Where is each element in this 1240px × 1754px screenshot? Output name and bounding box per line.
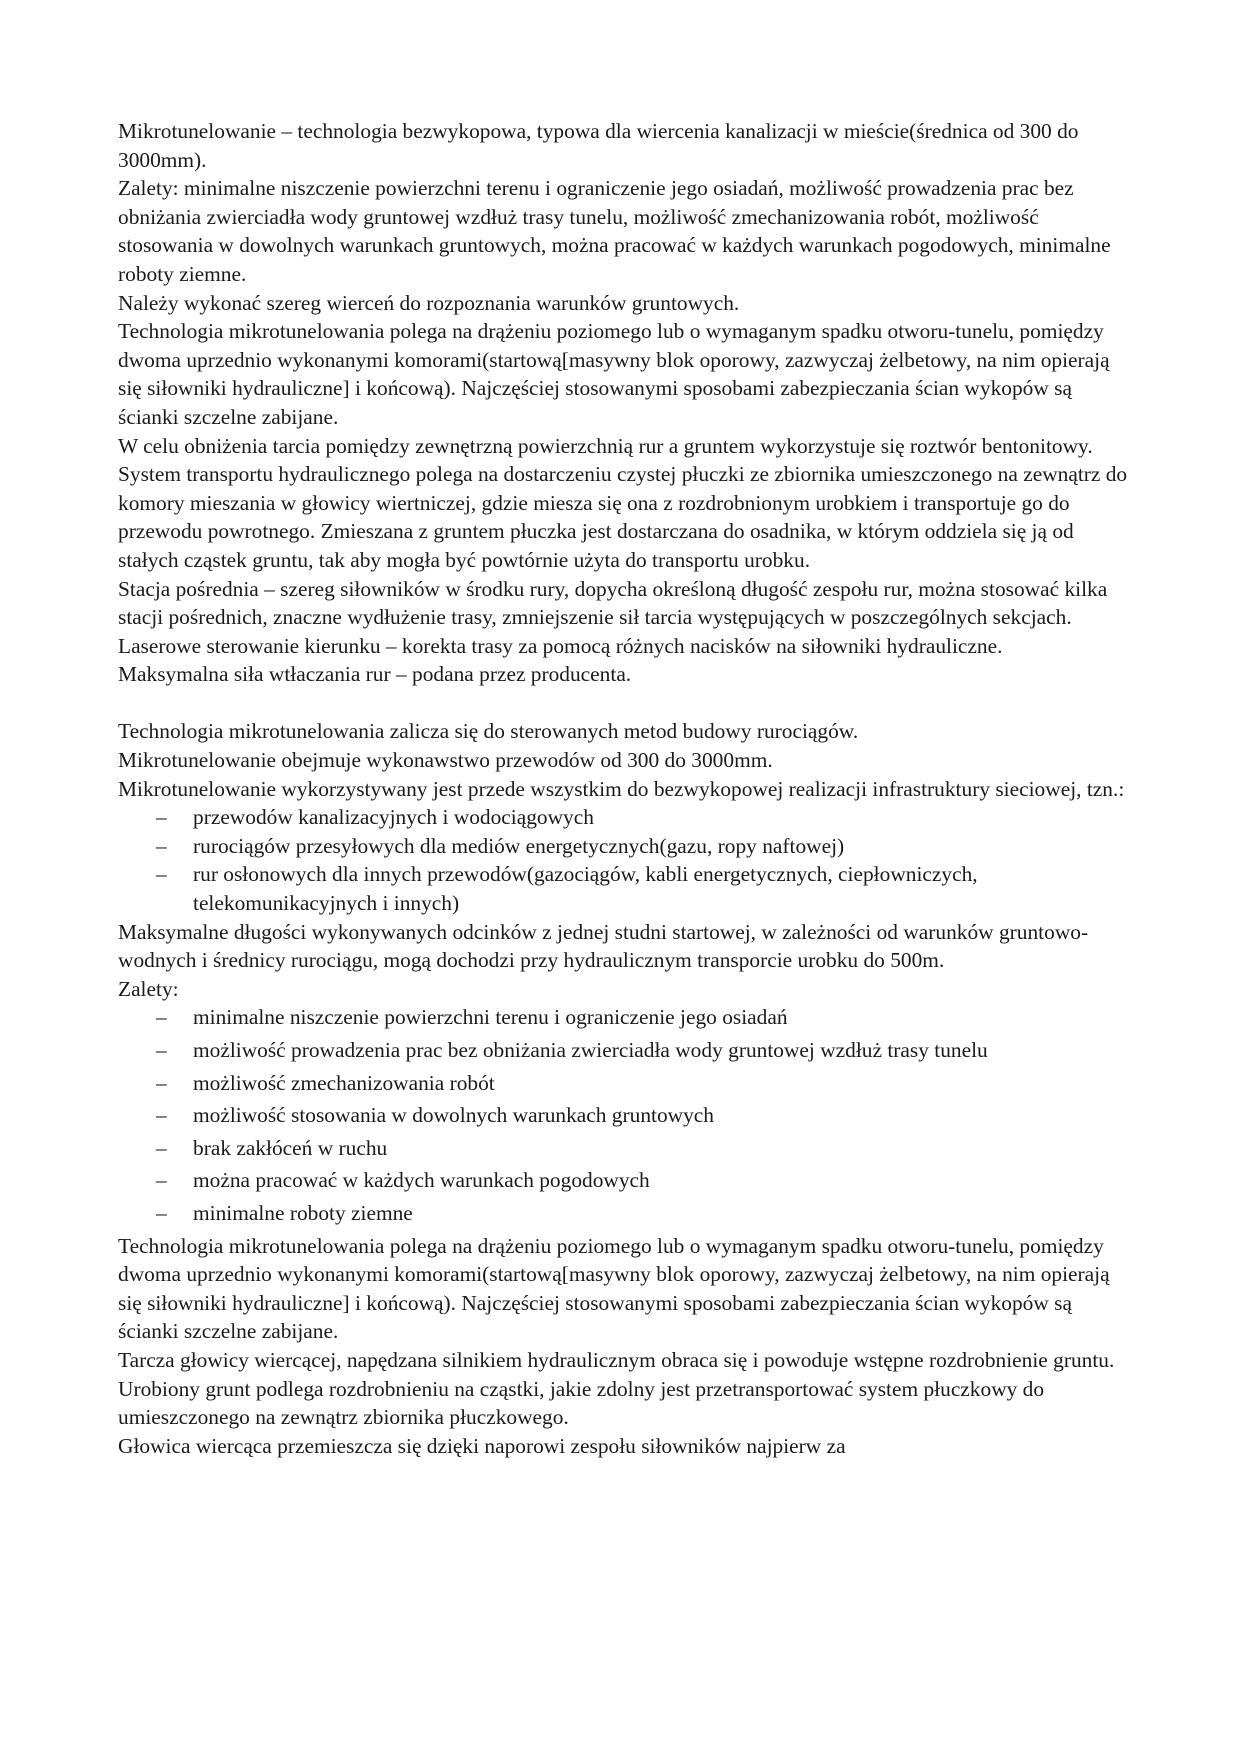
list-item <box>118 1003 1128 1032</box>
infrastructure-list <box>118 803 1128 917</box>
advantages-list <box>118 1003 1128 1227</box>
list-item <box>118 860 1128 917</box>
paragraph-laser-steering: Laserowe sterowanie kierunku – korekta trasy za pomocą różnych nacisków na siłowniki hydrauliczne. <box>118 633 1003 658</box>
list-item-text: rur osłonowych dla innych przewodów(gazociągów, kabli energetycznych, ciepłowniczych, telekomunikacyjnych i innych) <box>193 862 978 916</box>
list-item-text: brak zakłóceń w ruchu <box>193 1135 388 1160</box>
list-item-text: rurociągów przesyłowych dla mediów energetycznych(gazu, ropy naftowej) <box>193 833 845 858</box>
paragraph-technology-description: Technologia mikrotunelowania polega na drążeniu poziomego lub o wymaganym spadku otworu-tunelu, pomiędzy dwoma uprzednio wykonanymi komorami(startową[masywny blok oporowy, zazwyczaj żelbetowy, na nim opierają się siłowniki hydrauliczne] i końcową). Najczęściej stosowanymi sposobami zabezpieczania ścian wykopów są ścianki szczelne zabijane. <box>118 319 1110 429</box>
advantages-heading: Zalety: <box>118 976 179 1001</box>
list-item <box>118 803 1128 832</box>
list-item <box>118 1036 1128 1065</box>
paragraph-infrastructure-intro: Mikrotunelowanie wykorzystywany jest przede wszystkim do bezwykopowej realizacji infrastruktury sieciowej, tzn.: <box>118 776 1125 801</box>
list-item <box>118 832 1128 861</box>
list-dash: – <box>156 1200 167 1225</box>
paragraph-bentonite-transport: W celu obniżenia tarcia pomiędzy zewnętrzną powierzchnią rur a gruntem wykorzystuje się roztwór bentonitowy. System transportu hydraulicznego polega na dostarczeniu czystej płuczki ze zbiornika umieszczonego na zewnątrz do komory mieszania w głowicy wiertniczej, gdzie miesza się ona z rozdrobnionym urobkiem i transportuje go do przewodu powrotnego. Zmieszana z gruntem płuczka jest dostarczana do osadnika, w którym oddziela się ją od stałych cząstek gruntu, tak aby mogła być powtórnie użyta do transportu urobku. <box>118 433 1128 572</box>
paragraph-max-lengths: Maksymalne długości wykonywanych odcinków z jednej studni startowej, w zależności od warunków gruntowo-wodnych i średnicy rurociągu, mogą dochodzi przy hydraulicznym transporcie urobku do 500m. <box>118 919 1089 973</box>
paragraph-technology-description-repeat: Technologia mikrotunelowania polega na drążeniu poziomego lub o wymaganym spadku otworu-tunelu, pomiędzy dwoma uprzednio wykonanymi komorami(startową[masywny blok oporowy, zazwyczaj żelbetowy, na nim opierają się siłowniki hydrauliczne] i końcową). Najczęściej stosowanymi sposobami zabezpieczania ścian wykopów są ścianki szczelne zabijane. <box>118 1233 1110 1344</box>
list-item-text: przewodów kanalizacyjnych i wodociągowych <box>193 805 594 830</box>
list-item-text: możliwość prowadzenia prac bez obniżania zwierciadła wody gruntowej wzdłuż trasy tunelu <box>193 1038 988 1062</box>
list-item-text: minimalne niszczenie powierzchni terenu i ograniczenie jego osiadań <box>193 1005 788 1030</box>
list-dash: – <box>156 1135 167 1160</box>
list-dash: – <box>156 1005 167 1030</box>
paragraph-cutting-head: Tarcza głowicy wiercącej, napędzana silnikiem hydraulicznym obraca się i powoduje wstępne rozdrobnienie gruntu. Urobiony grunt podlega rozdrobnieniu na cząstki, jakie zdolny jest przetransportować system płuczkowy do umieszczonego na zewnątrz zbiornika płuczkowego. <box>118 1347 1115 1430</box>
list-item <box>118 1069 1128 1098</box>
list-item-text: możliwość zmechanizowania robót <box>193 1070 495 1095</box>
paragraph-max-force: Maksymalna siła wtłaczania rur – podana przez producenta. <box>118 662 632 687</box>
list-dash: – <box>156 833 167 858</box>
paragraph-definition: Mikrotunelowanie – technologia bezwykopowa, typowa dla wiercenia kanalizacji w mieście(średnica od 300 do 3000mm). <box>118 119 1079 172</box>
paragraph-soil-investigation: Należy wykonać szereg wierceń do rozpoznania warunków gruntowych. <box>118 290 740 315</box>
list-dash: – <box>156 1168 167 1193</box>
list-dash: – <box>156 1070 167 1095</box>
paragraph-advantages-summary: Zalety: minimalne niszczenie powierzchni terenu i ograniczenie jego osiadań, możliwość prowadzenia prac bez obniżania zwierciadła wody gruntowej wzdłuż trasy tunelu, możliwość zmechanizowania robót, możliwość stosowania w dowolnych warunkach gruntowych, można pracować w każdych warunkach pogodowych, minimalne roboty ziemne. <box>118 176 1111 286</box>
list-item-text: minimalne roboty ziemne <box>193 1200 413 1225</box>
list-dash: – <box>156 862 167 887</box>
blank-line <box>118 689 1128 718</box>
document-body <box>118 117 1128 1460</box>
paragraph-diameter-range: Mikrotunelowanie obejmuje wykonawstwo przewodów od 300 do 3000mm. <box>118 748 773 773</box>
list-item <box>118 1134 1128 1163</box>
list-item <box>118 1166 1128 1195</box>
list-item <box>118 1101 1128 1130</box>
paragraph-head-advance: Głowica wiercąca przemieszcza się dzięki naporowi zespołu siłowników najpierw za <box>118 1433 846 1458</box>
list-item-text: możliwość stosowania w dowolnych warunkach gruntowych <box>193 1103 714 1128</box>
paragraph-intermediate-station: Stacja pośrednia – szereg siłowników w środku rury, dopycha określoną długość zespołu rur, można stosować kilka stacji pośrednich, znaczne wydłużenie trasy, zmniejszenie sił tarcia występujących w poszczególnych sekcjach. <box>118 576 1108 630</box>
paragraph-controlled-methods: Technologia mikrotunelowania zalicza się do sterowanych metod budowy rurociągów. <box>118 719 859 744</box>
list-item <box>118 1199 1128 1228</box>
list-item-text: można pracować w każdych warunkach pogodowych <box>193 1168 650 1193</box>
list-dash: – <box>156 805 167 830</box>
list-dash: – <box>156 1038 167 1062</box>
list-dash: – <box>156 1103 167 1128</box>
